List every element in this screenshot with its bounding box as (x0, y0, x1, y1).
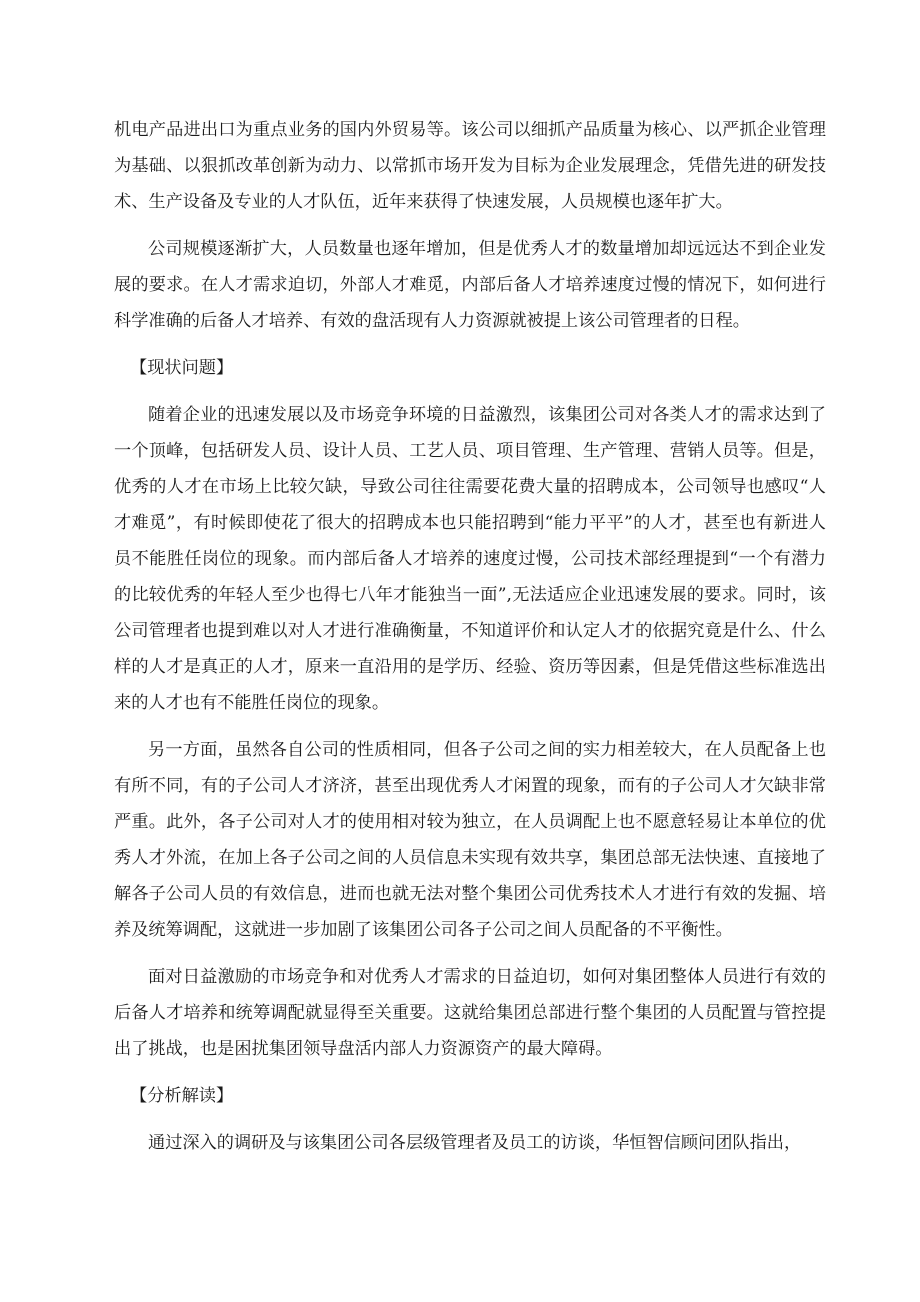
paragraph-talent-demand: 随着企业的迅速发展以及市场竞争环境的日益激烈，该集团公司对各类人才的需求达到了一个顶峰，包括研发人员、设计人员、工艺人员、项目管理、生产管理、营销人员等。但是，优秀的人才在市场上比较欠缺，导致公司往往需要花费大量的招聘成本，公司领导也感叹“人才难觅”，有时候即使花了很大的招聘成本也只能招聘到“能力平平”的人才，甚至也有新进人员不能胜任岗位的现象。而内部后备人才培养的速度过慢，公司技术部经理提到“一个有潜力的比较优秀的年轻人至少也得七八年才能独当一面”,无法适应企业迅速发展的要求。同时，该公司管理者也提到难以对人才进行准确衡量，不知道评价和认定人才的依据究竟是什么、什么样的人才是真正的人才，原来一直沿用的是学历、经验、资历等因素，但是凭借这些标准选出来的人才也有不能胜任岗位的现象。 (114, 405, 826, 713)
document-body (114, 112, 826, 1172)
paragraph-challenge: 面对日益激励的市场竞争和对优秀人才需求的日益迫切，如何对集团整体人员进行有效的后备人才培养和统筹调配就显得至关重要。这就给集团总部进行整个集团的人员配置与管控提出了挑战，也是困扰集团领导盘活内部人力资源资产的最大障碍。 (114, 967, 826, 1059)
section-heading-analysis: 【分析解读】 (130, 1086, 234, 1106)
paragraph-analysis-intro: 通过深入的调研及与该集团公司各层级管理者及员工的访谈，华恒智信顾问团队指出， (148, 1133, 802, 1153)
paragraph-company-intro: 机电产品进出口为重点业务的国内外贸易等。该公司以细抓产品质量为核心、以严抓企业管理为基础、以狠抓改革创新为动力、以常抓市场开发为目标为企业发展理念，凭借先进的研发技术、生产设备及专业的人才队伍，近年来获得了快速发展，人员规模也逐年扩大。 (114, 120, 826, 212)
paragraph-subsidiary-imbalance: 另一方面，虽然各自公司的性质相同，但各子公司之间的实力相差较大，在人员配备上也有所不同，有的子公司人才济济，甚至出现优秀人才闲置的现象，而有的子公司人才欠缺非常严重。此外，各子公司对人才的使用相对较为独立，在人员调配上也不愿意轻易让本单位的优秀人才外流，在加上各子公司之间的人员信息未实现有效共享，集团总部无法快速、直接地了解各子公司人员的有效信息，进而也就无法对整个集团公司优秀技术人才进行有效的发掘、培养及统筹调配，这就进一步加剧了该集团公司各子公司之间人员配备的不平衡性。 (114, 740, 826, 940)
section-heading-current-issues: 【现状问题】 (130, 358, 234, 378)
paragraph-talent-gap: 公司规模逐渐扩大，人员数量也逐年增加，但是优秀人才的数量增加却远远达不到企业发展的要求。在人才需求迫切，外部人才难觅，内部后备人才培养速度过慢的情况下，如何进行科学准确的后备人才培养、有效的盘活现有人力资源就被提上该公司管理者的日程。 (114, 239, 826, 331)
